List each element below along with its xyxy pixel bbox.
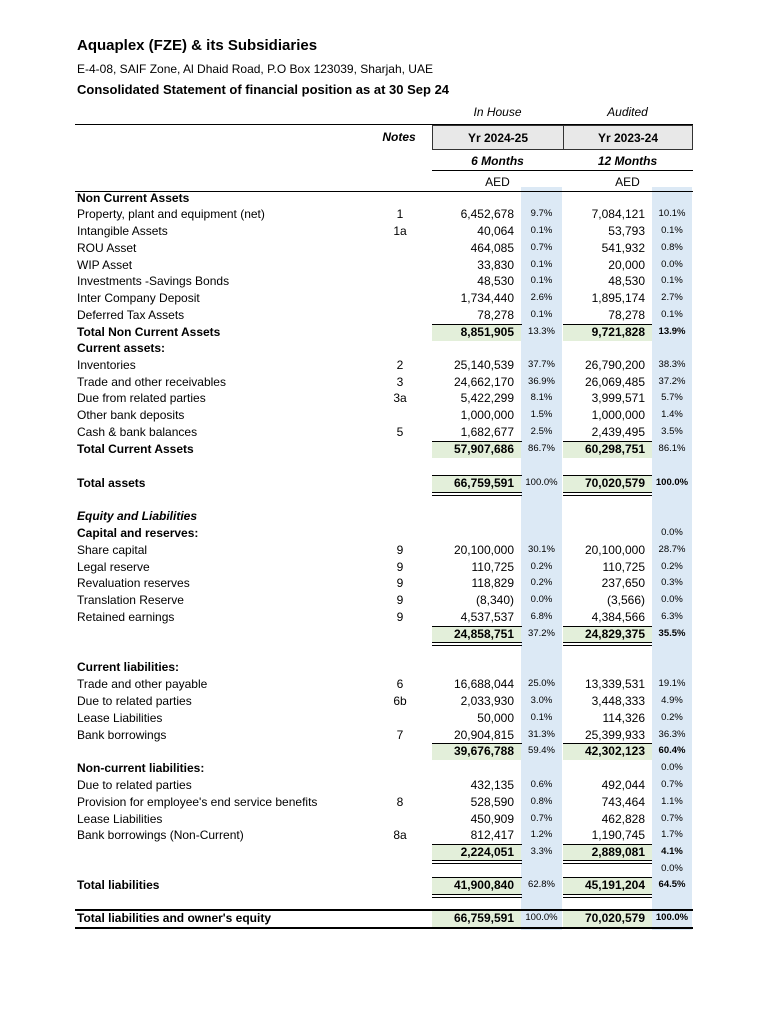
value-current: 1,000,000 <box>460 408 514 422</box>
pct-prior: 5.7% <box>661 392 683 403</box>
value-current: 57,907,686 <box>453 442 514 456</box>
statement-title: Consolidated Statement of financial position as at 30 Sep 24 <box>77 82 450 97</box>
table-row <box>0 341 768 358</box>
value-current: 66,759,591 <box>453 911 514 925</box>
value-current: 812,417 <box>470 828 514 842</box>
company-address: E-4-08, SAIF Zone, Al Dhaid Road, P.O Box 123039, Sharjah, UAE <box>77 62 433 76</box>
value-prior: 462,828 <box>601 812 645 826</box>
value-prior: 2,889,081 <box>591 845 645 859</box>
pct-prior: 0.0% <box>661 527 683 538</box>
row-label: Total liabilities <box>77 878 160 892</box>
pct-prior: 0.7% <box>661 813 683 824</box>
col2-source: Audited <box>607 105 648 119</box>
pct-current: 37.2% <box>528 628 555 639</box>
row-label: Current assets: <box>77 341 166 355</box>
row-note: 3a <box>393 391 407 405</box>
value-prior: 114,326 <box>602 711 645 725</box>
pct-prior: 64.5% <box>658 879 686 890</box>
row-label: Due from related parties <box>77 391 206 405</box>
pct-prior: 38.3% <box>658 359 686 370</box>
table-row <box>0 812 768 829</box>
pct-current: 2.5% <box>530 426 553 437</box>
row-note: 7 <box>396 728 404 742</box>
table-row <box>0 274 768 291</box>
value-current: 432,135 <box>470 778 514 792</box>
value-prior: 26,790,200 <box>584 358 645 372</box>
pct-prior: 1.4% <box>661 409 683 420</box>
value-prior: 60,298,751 <box>584 442 645 456</box>
table-row <box>0 543 768 560</box>
table-row <box>0 442 768 459</box>
row-label: Total assets <box>77 476 146 490</box>
pct-prior: 2.7% <box>661 292 683 303</box>
table-row <box>0 325 768 342</box>
pct-prior: 86.1% <box>658 443 686 454</box>
pct-prior: 28.7% <box>658 544 686 555</box>
row-label: Trade and other receivables <box>77 375 226 389</box>
value-prior: 13,339,531 <box>584 677 645 691</box>
row-label: Inter Company Deposit <box>77 291 200 305</box>
pct-current: 0.1% <box>530 259 553 270</box>
value-prior: 9,721,828 <box>591 325 645 339</box>
value-current: 20,904,815 <box>453 728 514 742</box>
value-current: 450,909 <box>470 812 514 826</box>
row-label: Retained earnings <box>77 610 175 624</box>
value-current: 41,900,840 <box>453 878 514 892</box>
pct-prior: 0.1% <box>661 309 683 320</box>
pct-current: 0.2% <box>530 561 553 572</box>
value-current: 464,085 <box>470 241 514 255</box>
pct-prior: 0.7% <box>661 779 683 790</box>
row-note: 3 <box>396 375 404 389</box>
table-row <box>0 610 768 627</box>
value-prior: 53,793 <box>608 224 645 238</box>
row-label: Trade and other payable <box>77 677 208 691</box>
value-prior: 20,000 <box>608 258 645 272</box>
value-current: 25,140,539 <box>453 358 514 372</box>
table-row <box>0 291 768 308</box>
row-note: 2 <box>396 358 404 372</box>
table-row <box>0 728 768 745</box>
value-prior: 4,384,566 <box>591 610 645 624</box>
value-prior: 26,069,485 <box>584 375 645 389</box>
value-prior: 2,439,495 <box>591 425 645 439</box>
row-label: Revaluation reserves <box>77 576 190 590</box>
value-current: 528,590 <box>470 795 514 809</box>
row-note: 5 <box>396 425 404 439</box>
pct-current: 0.8% <box>530 796 553 807</box>
value-prior: 3,999,571 <box>591 391 645 405</box>
table-row <box>0 560 768 577</box>
row-label: Intangible Assets <box>77 224 168 238</box>
row-label: Share capital <box>77 543 148 557</box>
pct-prior: 19.1% <box>658 678 686 689</box>
row-label: Equity and Liabilities <box>77 509 198 523</box>
pct-prior: 0.0% <box>661 259 683 270</box>
table-row <box>0 191 768 208</box>
pct-current: 8.1% <box>530 392 553 403</box>
value-current: 78,278 <box>477 308 514 322</box>
value-prior: 3,448,333 <box>591 694 645 708</box>
row-label: Due to related parties <box>77 778 192 792</box>
pct-prior: 10.1% <box>658 208 686 219</box>
table-row <box>0 677 768 694</box>
value-prior: 70,020,579 <box>584 476 645 490</box>
row-label: Lease Liabilities <box>77 812 163 826</box>
row-label: Bank borrowings <box>77 728 167 742</box>
table-row <box>0 795 768 812</box>
value-current: 110,725 <box>471 560 514 574</box>
pct-prior: 1.1% <box>661 796 683 807</box>
row-label: Translation Reserve <box>77 593 184 607</box>
table-row <box>0 845 768 862</box>
pct-prior: 100.0% <box>655 912 689 923</box>
value-prior: 1,190,745 <box>591 828 645 842</box>
row-note: 9 <box>396 543 404 557</box>
col1-source: In House <box>473 105 522 119</box>
table-row <box>0 694 768 711</box>
value-current: 6,452,678 <box>460 207 514 221</box>
pct-prior: 1.7% <box>661 829 683 840</box>
value-current: 20,100,000 <box>453 543 514 557</box>
row-label: Investments -Savings Bonds <box>77 274 230 288</box>
table-row <box>0 509 768 526</box>
row-label: Non-current liabilities: <box>77 761 205 775</box>
value-prior: 743,464 <box>601 795 645 809</box>
row-note: 6 <box>396 677 404 691</box>
value-prior: 110,725 <box>602 560 645 574</box>
pct-current: 62.8% <box>528 879 555 890</box>
row-label: WIP Asset <box>77 258 133 272</box>
pct-current: 9.7% <box>530 208 553 219</box>
pct-prior: 6.3% <box>661 611 683 622</box>
value-current: 66,759,591 <box>453 476 514 490</box>
pct-current: 0.7% <box>530 242 553 253</box>
pct-prior: 36.3% <box>658 729 686 740</box>
value-current: 5,422,299 <box>460 391 514 405</box>
value-current: 16,688,044 <box>453 677 514 691</box>
value-current: (8,340) <box>475 593 514 607</box>
table-row <box>0 828 768 845</box>
value-current: 2,224,051 <box>460 845 514 859</box>
table-row <box>0 258 768 275</box>
pct-current: 3.0% <box>530 695 553 706</box>
col1-currency: AED <box>485 175 510 189</box>
pct-prior: 0.2% <box>661 561 683 572</box>
value-current: 50,000 <box>477 711 514 725</box>
pct-prior: 0.0% <box>661 863 683 874</box>
value-prior: 45,191,204 <box>584 878 645 892</box>
pct-prior: 0.8% <box>661 242 683 253</box>
table-row <box>0 593 768 610</box>
value-current: 24,662,170 <box>453 375 514 389</box>
table-row <box>0 425 768 442</box>
row-label: Capital and reserves: <box>77 526 199 540</box>
row-label: Inventories <box>77 358 136 372</box>
col1-year: Yr 2024-25 <box>432 125 564 150</box>
pct-current: 0.1% <box>530 225 553 236</box>
row-note: 8a <box>393 828 407 842</box>
table-row <box>0 911 768 928</box>
table-row <box>0 878 768 895</box>
value-prior: 492,044 <box>601 778 645 792</box>
table-row <box>0 358 768 375</box>
pct-prior: 0.1% <box>661 225 683 236</box>
value-prior: 70,020,579 <box>584 911 645 925</box>
row-label: Total liabilities and owner's equity <box>77 911 271 925</box>
row-label: ROU Asset <box>77 241 137 255</box>
value-prior: 20,100,000 <box>584 543 645 557</box>
table-row <box>0 862 768 879</box>
pct-prior: 3.5% <box>661 426 683 437</box>
table-row <box>0 778 768 795</box>
pct-current: 0.1% <box>530 275 553 286</box>
value-prior: 1,895,174 <box>591 291 645 305</box>
pct-prior: 0.3% <box>661 577 683 588</box>
row-label: Current liabilities: <box>77 660 180 674</box>
row-label: Total Current Assets <box>77 442 194 456</box>
row-label: Non Current Assets <box>77 191 190 205</box>
table-row <box>0 576 768 593</box>
table-row <box>0 241 768 258</box>
pct-current: 86.7% <box>528 443 555 454</box>
row-note: 8 <box>396 795 404 809</box>
row-note: 6b <box>393 694 407 708</box>
row-note: 9 <box>396 560 404 574</box>
pct-prior: 60.4% <box>658 745 686 756</box>
table-row <box>0 627 768 644</box>
col1-period: 6 Months <box>471 154 524 168</box>
pct-current: 3.3% <box>530 846 553 857</box>
pct-prior: 100.0% <box>655 477 689 488</box>
table-row <box>0 391 768 408</box>
row-label: Property, plant and equipment (net) <box>77 207 265 221</box>
value-current: 33,830 <box>477 258 514 272</box>
value-prior: 48,530 <box>608 274 645 288</box>
row-note: 9 <box>396 593 404 607</box>
row-note: 1a <box>393 224 407 238</box>
pct-current: 1.5% <box>530 409 553 420</box>
table-row <box>0 660 768 677</box>
value-current: 1,734,440 <box>460 291 514 305</box>
pct-current: 6.8% <box>530 611 553 622</box>
table-row <box>0 761 768 778</box>
pct-current: 0.7% <box>530 813 553 824</box>
period-rule <box>432 170 693 171</box>
row-label: Provision for employee's end service benefits <box>77 795 318 809</box>
table-row <box>0 375 768 392</box>
pct-current: 30.1% <box>528 544 555 555</box>
pct-current: 0.1% <box>530 712 553 723</box>
pct-current: 0.2% <box>530 577 553 588</box>
value-current: 4,537,537 <box>460 610 514 624</box>
table-row <box>0 308 768 325</box>
pct-prior: 0.2% <box>661 712 683 723</box>
value-prior: 25,399,933 <box>584 728 645 742</box>
value-prior: 237,650 <box>601 576 645 590</box>
pct-prior: 37.2% <box>658 376 686 387</box>
pct-current: 2.6% <box>530 292 553 303</box>
notes-header: Notes <box>382 130 416 144</box>
pct-prior: 13.9% <box>658 326 686 337</box>
row-label: Due to related parties <box>77 694 192 708</box>
value-prior: 7,084,121 <box>591 207 645 221</box>
pct-current: 1.2% <box>530 829 553 840</box>
col2-currency: AED <box>615 175 640 189</box>
pct-prior: 0.0% <box>661 762 683 773</box>
pct-current: 0.0% <box>530 594 553 605</box>
pct-current: 25.0% <box>528 678 555 689</box>
table-row <box>0 207 768 224</box>
col2-period: 12 Months <box>597 154 658 168</box>
pct-prior: 4.1% <box>661 846 683 857</box>
pct-prior: 4.9% <box>661 695 683 706</box>
value-prior: 42,302,123 <box>584 744 645 758</box>
pct-prior: 0.0% <box>661 594 683 605</box>
value-prior: 541,932 <box>601 241 645 255</box>
pct-current: 59.4% <box>528 745 555 756</box>
pct-current: 0.1% <box>530 309 553 320</box>
pct-current: 13.3% <box>528 326 555 337</box>
pct-current: 37.7% <box>528 359 555 370</box>
company-name: Aquaplex (FZE) & its Subsidiaries <box>77 37 318 54</box>
row-label: Total Non Current Assets <box>77 325 221 339</box>
table-row <box>0 408 768 425</box>
row-label: Legal reserve <box>77 560 150 574</box>
value-current: 118,829 <box>471 576 514 590</box>
pct-current: 31.3% <box>528 729 555 740</box>
row-label: Lease Liabilities <box>77 711 163 725</box>
row-label: Deferred Tax Assets <box>77 308 185 322</box>
row-label: Bank borrowings (Non-Current) <box>77 828 244 842</box>
pct-current: 100.0% <box>525 912 558 923</box>
pct-current: 100.0% <box>525 477 558 488</box>
value-current: 48,530 <box>477 274 514 288</box>
table-row <box>0 744 768 761</box>
col2-year: Yr 2023-24 <box>563 125 693 150</box>
value-current: 40,064 <box>477 224 514 238</box>
value-prior: (3,566) <box>606 593 645 607</box>
pct-current: 0.6% <box>530 779 553 790</box>
value-prior: 78,278 <box>608 308 645 322</box>
row-note: 1 <box>396 207 404 221</box>
value-current: 2,033,930 <box>460 694 514 708</box>
table-row <box>0 526 768 543</box>
value-current: 39,676,788 <box>453 744 514 758</box>
table-row <box>0 224 768 241</box>
table-row <box>0 476 768 493</box>
value-current: 24,858,751 <box>453 627 514 641</box>
row-note: 9 <box>396 610 404 624</box>
value-current: 8,851,905 <box>460 325 514 339</box>
row-label: Cash & bank balances <box>77 425 198 439</box>
pct-current: 36.9% <box>528 376 555 387</box>
value-prior: 24,829,375 <box>584 627 645 641</box>
pct-prior: 0.1% <box>661 275 683 286</box>
value-current: 1,682,677 <box>460 425 514 439</box>
value-prior: 1,000,000 <box>591 408 645 422</box>
pct-prior: 35.5% <box>658 628 686 639</box>
table-row <box>0 711 768 728</box>
row-note: 9 <box>396 576 404 590</box>
row-label: Other bank deposits <box>77 408 185 422</box>
